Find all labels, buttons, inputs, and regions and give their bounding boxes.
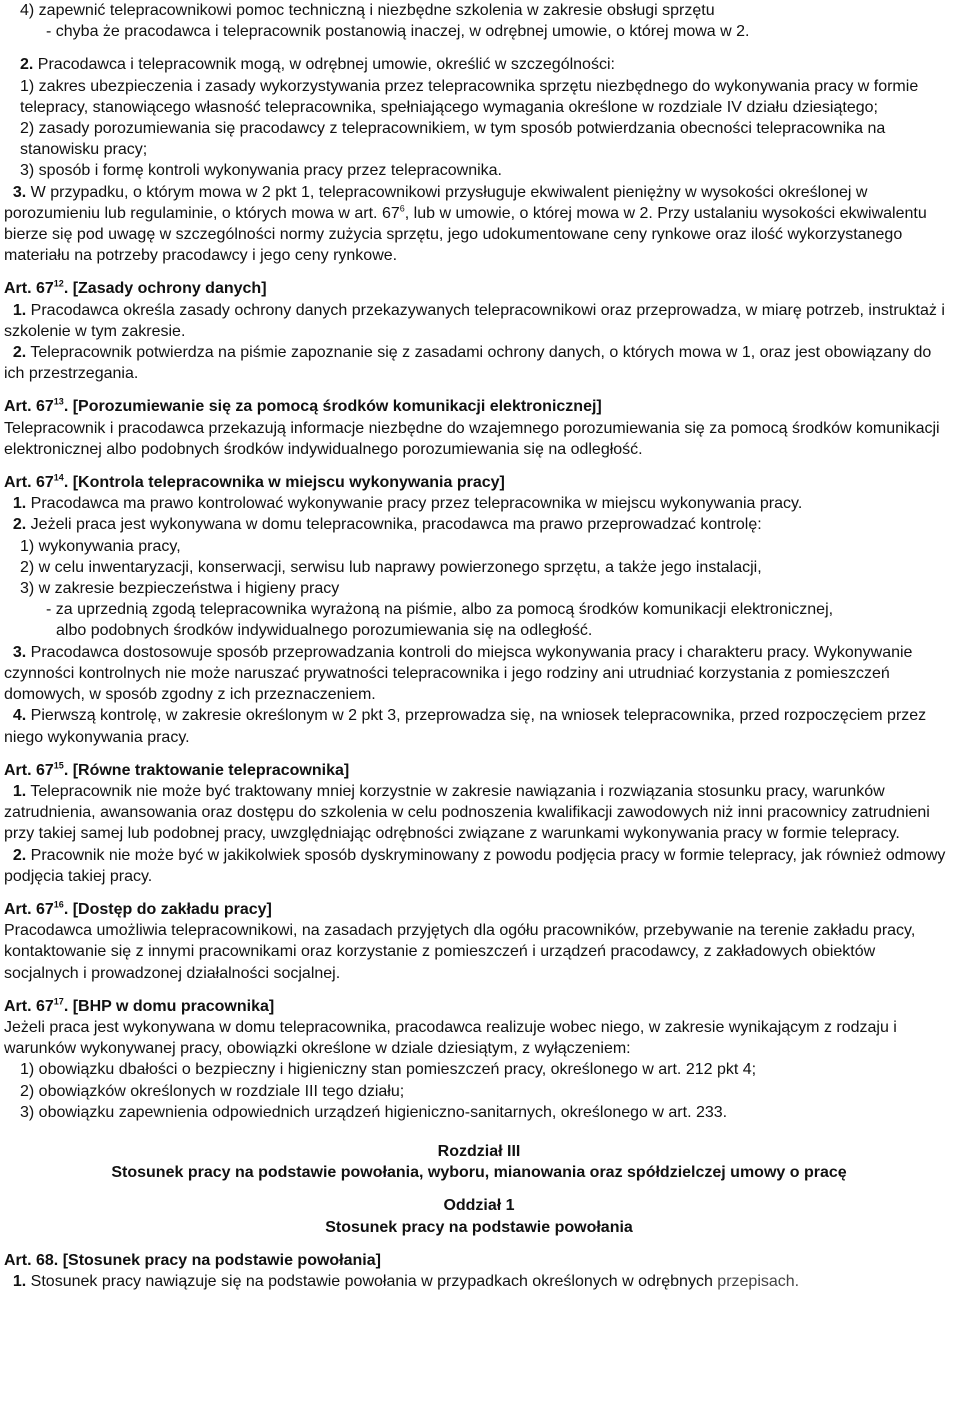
list-item: 2) w celu inwentaryzacji, konserwacji, serwisu lub naprawy powierzonego sprzętu, a także jego instalacji, [20, 558, 762, 576]
paragraph: - chyba że pracodawca i telepracownik postanowią inaczej, w odrębnej umowie, o której mowa w 2. [46, 23, 750, 41]
paragraph: Jeżeli praca jest wykonywana w domu telepracownika, pracodawca realizuje wobec niego, w zakresie wynikającym z rodzaju i warunków wykonywanej pracy, obowiązki określone w dziale dziesiątym, z wyłączeniem: [4, 1018, 897, 1058]
list-item: 3) w zakresie bezpieczeństwa i higieny pracy [20, 580, 340, 598]
paragraph: 4. Pierwszą kontrolę, w zakresie określonym w 2 pkt 3, przeprowadza się, na wniosek telepracownika, przed rozpoczęciem przez niego wykonywania pracy. [4, 707, 927, 746]
section-title: Stosunek pracy na podstawie powołania [325, 1218, 633, 1236]
paragraph: 1. Pracodawca określa zasady ochrony danych przekazywanych telepracownikowi oraz przeprowadza, w miarę potrzeb, instruktaż i szkolenie w tym zakresie. [4, 301, 945, 340]
article-heading: Art. $67^{12}$. [Zasady ochrony danych] [4, 279, 267, 298]
list-item: 3) obowiązku zapewnienia odpowiednich urządzeń higieniczno-sanitarnych, określonego w art. 233. [20, 1103, 728, 1121]
paragraph: Telepracownik i pracodawca przekazują informacje niezbędne do wzajemnego porozumiewania się za pomocą środków komunikacji elektronicznej albo podobnych środków indywidualnego porozumiewania się na odległość. [4, 419, 940, 458]
paragraph: 3. W przypadku, o którym mowa w 2 pkt 1, telepracownikowi przysługuje ekwiwalent pieniężny w wysokości określonej w porozumieniu lub regulaminie, o których mowa w art. $67^6$, lub w umowie, o której mowa w 2. Przy ustalaniu wysokości ekwiwalentu bierze się pod uwagę w szczególności normy zużycia sprzętu, jego udokumentowane ceny rynkowe oraz ilość wykorzystanego materiału na potrzeby pracodawcy i jego ceny rynkowe. [4, 183, 927, 265]
list-item: 1) obowiązku dbałości o bezpieczny i higieniczny stan pomieszczeń pracy, określonego w art. 212 pkt 4; [20, 1061, 757, 1079]
list-item: 2) obowiązków określonych w rozdziale III tego działu; [20, 1082, 405, 1100]
article-heading: Art. 68. [Stosunek pracy na podstawie powołania] [4, 1251, 381, 1269]
chapter-heading: Rozdział III [437, 1142, 521, 1160]
paragraph: 2. Pracownik nie może być w jakikolwiek sposób dyskryminowany z powodu podjęcia pracy w formie telepracy, jak również odmowy podjęcia takiej pracy. [4, 846, 946, 885]
paragraph: 2. Jeżeli praca jest wykonywana w domu telepracownika, pracodawca ma prawo przeprowadzać kontrolę: [12, 516, 762, 534]
chapter-title: Stosunek pracy na podstawie powołania, wyboru, mianowania oraz spółdzielczej umowy o pracę [111, 1164, 847, 1182]
list-item: 2) zasady porozumiewania się pracodawcy z telepracownikiem, w tym sposób potwierdzania obecności telepracownika na stanowisku pracy; [20, 120, 886, 159]
paragraph: 1. Telepracownik nie może być traktowany mniej korzystnie w zakresie nawiązania i rozwiązania stosunku pracy, warunków zatrudnienia, awansowania oraz dostępu do szkolenia w celu podnoszenia kwalifikacji zawodowych niż inni pracownicy zatrudnieni przy takiej samej lub podobnej pracy, uwzględniając odrębności związane z warunkami wykonywania pracy w formie telepracy. [4, 782, 930, 843]
paragraph: 3. Pracodawca dostosowuje sposób przeprowadzania kontroli do miejsca wykonywania pracy i charakteru pracy. Wykonywanie czynności kontrolnych nie może naruszać prywatności telepracownika i jego rodziny ani utrudniać korzystania z pomieszczeń domowych, w sposób zgodny z ich przeznaczeniem. [4, 643, 913, 704]
paragraph: 2. Telepracownik potwierdza na piśmie zapoznanie się z zasadami ochrony danych, o których mowa w 1, oraz jest obowiązany do ich przestrzegania. [4, 344, 932, 383]
article-heading: Art. $67^{13}$. [Porozumiewanie się za pomocą środków komunikacji elektronicznej] [4, 397, 602, 416]
list-item: 3) sposób i formę kontroli wykonywania pracy przez telepracownika. [20, 162, 502, 180]
paragraph: 1. Pracodawca ma prawo kontrolować wykonywanie pracy przez telepracownika w miejscu wykonywania pracy. [12, 495, 803, 513]
list-item: 1) wykonywania pracy, [20, 537, 181, 555]
article-heading: Art. $67^{14}$. [Kontrola telepracownika w miejscu wykonywania pracy] [4, 472, 505, 492]
article-heading: Art. $67^{17}$. [BHP w domu pracownika] [4, 996, 275, 1015]
article-heading: Art. $67^{15}$. [Równe traktowanie telepracownika] [4, 760, 350, 779]
article-heading: Art. $67^{16}$. [Dostęp do zakładu pracy] [4, 899, 272, 918]
paragraph: 4) zapewnić telepracownikowi pomoc techniczną i niezbędne szkolenia w zakresie obsługi sprzętu [20, 2, 715, 19]
paragraph: 1. Stosunek pracy nawiązuje się na podstawie powołania w przypadkach określonych w odrębnych przepisach. [12, 1272, 800, 1290]
paragraph: - za uprzednią zgodą telepracownika wyrażoną na piśmie, albo za pomocą środków komunikacji elektronicznej, [46, 601, 834, 619]
section-heading: Oddział 1 [443, 1197, 515, 1215]
paragraph: Pracodawca umożliwia telepracownikowi, na zasadach przyjętych dla ogółu pracowników, przebywanie na terenie zakładu pracy, kontaktowanie się z innymi pracownikami oraz korzystanie z pomieszczeń i urządzeń pracodawcy, z zakładowych obiektów socjalnych i prowadzonej działalności socjalnej. [4, 922, 916, 982]
paragraph: albo podobnych środków indywidualnego porozumiewania się na odległość. [56, 622, 593, 640]
paragraph: 2. Pracodawca i telepracownik mogą, w odrębnej umowie, określić w szczególności: [20, 56, 615, 74]
list-item: 1) zakres ubezpieczenia i zasady wykorzystywania przez telepracownika sprzętu niezbędnego do wykonywania pracy w formie telepracy, stanowiącego własność telepracownika, spełniającego wymagania określone w rozdziale IV działu dziesiątego; [20, 77, 919, 116]
